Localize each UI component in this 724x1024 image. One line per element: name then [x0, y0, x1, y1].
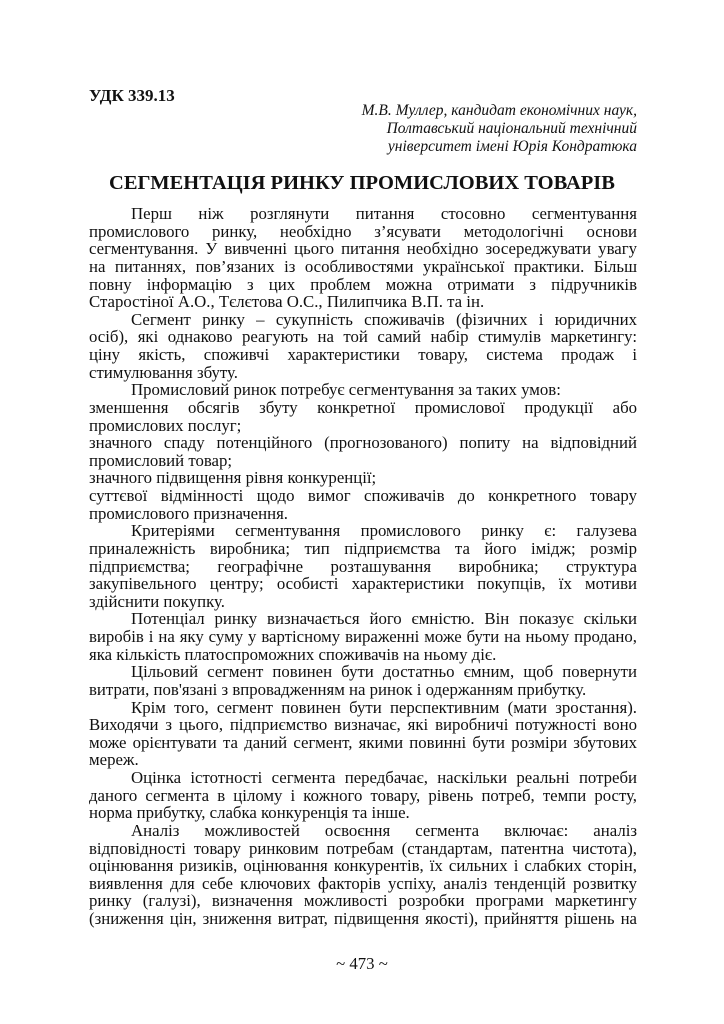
paragraph: [89, 822, 637, 928]
text-line: оцінювання ризиків, оцінювання конкурентів, їх сильних і слабких сторін,: [89, 856, 637, 876]
text-line: Виходячи з цього, підприємство визначає, які виробничі потужності воно: [89, 715, 637, 735]
author-line: М.В. Муллер, кандидат економічних наук,: [361, 102, 637, 119]
list-item: [89, 399, 637, 434]
paragraph: [89, 205, 637, 311]
text-line: сегментування. У вивченні цього питання необхідно зосереджувати увагу: [89, 239, 637, 259]
page-number: ~ 473 ~: [336, 954, 388, 973]
text-line: на питаннях, пов’язаних із особливостями української практики. Більш: [89, 256, 637, 276]
text-line: підприємства; географічне розташування виробника; структура: [89, 556, 637, 576]
list-item: [89, 469, 637, 487]
text-line: норма прибутку, слабка конкуренція та інше.: [89, 803, 410, 823]
text-line: ринку (галузі), визначення можливості розробки програми маркетингу: [89, 891, 637, 911]
text-line: Оцінка істотності сегмента передбачає, наскільки реальні потреби: [131, 768, 637, 787]
list-item: [89, 487, 637, 522]
text-line: повну інформацію з цих проблем можна отримати з підручників: [89, 274, 637, 294]
text-line: яка кількість платоспроможних споживачів на ньому діє.: [89, 644, 497, 664]
paragraph: [89, 663, 637, 698]
text-line: Старостіної А.О., Тєлєтова О.С., Пилипчика В.П. та ін.: [89, 292, 485, 312]
text-line: приналежність виробника; тип підприємства та його імідж; розмір: [89, 538, 637, 558]
text-line: витрати, пов'язані з впровадженням на ринок і одержанням прибутку.: [89, 679, 587, 699]
author-line: університет імені Юрія Кондратюка: [387, 138, 637, 155]
text-line: промислових послуг;: [89, 415, 242, 435]
paragraph: [89, 311, 637, 382]
text-line: Промисловий ринок потребує сегментування за таких умов:: [131, 380, 561, 400]
text-line: промислового ринку, необхідно з’ясувати методологічні основи: [89, 221, 637, 241]
text-line: виявлення для себе ключових факторів успіху, аналіз тенденцій розвитку: [89, 873, 637, 893]
text-line: зменшення обсягів збуту конкретної промислової продукції або: [89, 397, 637, 417]
text-line: Потенціал ринку визначається його ємністю. Він показує скільки: [131, 609, 637, 629]
text-line: Перш ніж розглянути питання стосовно сегментування: [131, 204, 637, 223]
text-line: значного підвищення рівня конкуренції;: [89, 468, 377, 488]
paragraph: [89, 769, 637, 822]
paragraph: [89, 610, 637, 663]
text-line: даного сегмента в цілому і кожного товару, рівень потреб, темпи росту,: [89, 785, 637, 805]
text-line: ціну якість, споживчі характеристики товару, система продаж і: [89, 345, 637, 364]
text-line: промислового призначення.: [89, 503, 289, 523]
text-line: виробів і на яку суму у вартісному вираженні може бути на ньому продано,: [89, 627, 637, 646]
paragraph: [89, 381, 637, 399]
text-line: відповідності товару ринковим потребам (стандартам, патентна чистота),: [89, 838, 637, 858]
text-line: Сегмент ринку – сукупність споживачів (фізичних і юридичних: [131, 309, 637, 329]
text-line: може орієнтувати та даний сегмент, якими повинні бути розміри збутових: [89, 732, 637, 752]
author-affiliation: [362, 102, 637, 156]
paragraph: [89, 699, 637, 770]
list-item: [89, 434, 637, 469]
text-line: значного спаду потенційного (прогнозованого) попиту на відповідний: [89, 433, 637, 453]
text-line: осіб), які однаково реагують на той самий набір стимулів маркетингу:: [89, 327, 637, 347]
text-line: стимулювання збуту.: [89, 362, 238, 382]
text-line: (зниження цін, зниження витрат, підвищення якості), прийняття рішень на: [89, 909, 637, 928]
article-title: СЕГМЕНТАЦІЯ РИНКУ ПРОМИСЛОВИХ ТОВАРІВ: [109, 172, 615, 194]
text-line: Критеріями сегментування промислового ринку є: галузева: [131, 521, 637, 541]
text-line: промисловий товар;: [89, 450, 233, 470]
udc-code: УДК 339.13: [89, 86, 175, 105]
text-line: мереж.: [89, 750, 139, 770]
article-body: [89, 205, 637, 928]
text-line: Аналіз можливостей освоєння сегмента включає: аналіз: [131, 820, 637, 840]
text-line: Цільовий сегмент повинен бути достатньо ємним, щоб повернути: [131, 662, 637, 682]
text-line: Крім того, сегмент повинен бути перспективним (мати зростання).: [131, 697, 637, 717]
text-line: закупівельного центру; особисті характеристики покупців, їх мотиви: [89, 574, 637, 594]
text-line: суттєвої відмінності щодо вимог споживачів до конкретного товару: [89, 486, 637, 505]
text-line: здійснити покупку.: [89, 591, 225, 611]
author-line: Полтавський національний технічний: [386, 120, 637, 137]
paragraph: [89, 522, 637, 610]
